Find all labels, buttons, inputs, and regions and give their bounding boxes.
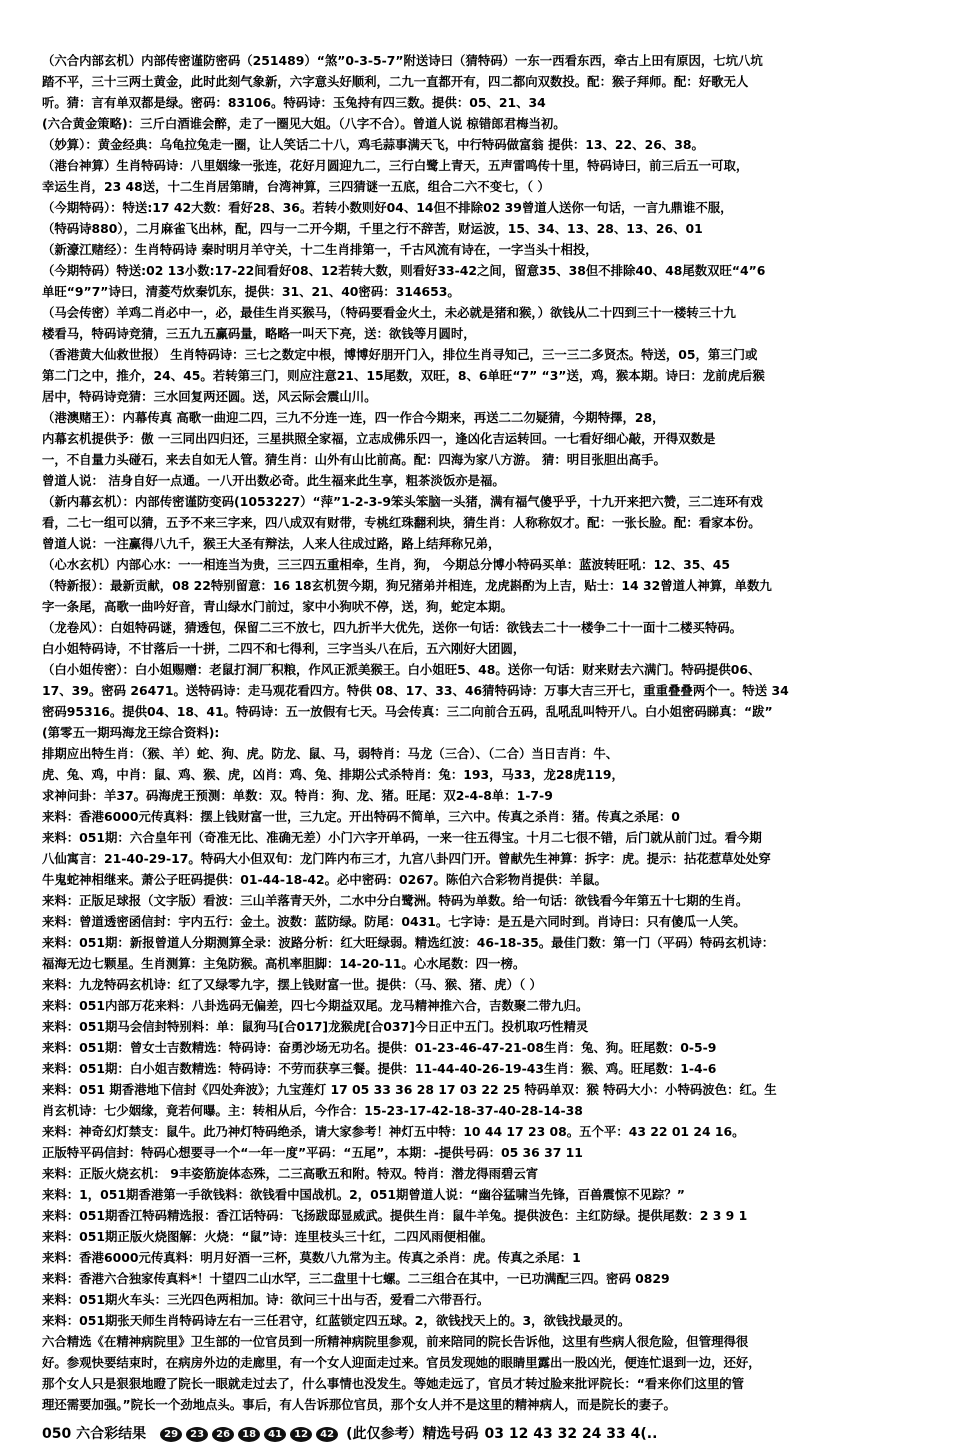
result-ball: 26: [212, 1427, 234, 1442]
text-line: 牛鬼蛇神相继来。萧公子旺码提供：01-44-18-42。必中密码：0267。陈伯六合彩物肖提供：羊鼠。: [42, 872, 607, 887]
text-line: （特码诗880），二月麻雀飞出林，配，四与一二开今期，千里之行不辞苦，财运波，15、34、13、28、13、26、01: [42, 221, 703, 236]
text-line: 那个女人只是狠狠地瞪了院长一眼就走过去了，什么事情也没发生。等她走远了，官员才转过脸来批评院长：“看来你们这里的管: [42, 1376, 745, 1391]
text-line: （妙算）：黄金经典：乌龟拉兔走一圈，让人笑话二十八，鸡毛蒜事满天飞，中行特码做富翁 提供：13、22、26、38。: [42, 137, 704, 152]
text-line: 曾道人说：一注赢得八九千，猴王大圣有辩法，人来人往成过路，路上结拜称兄弟，: [42, 536, 501, 551]
result-note: (此仅参考）精选号码: [346, 1426, 479, 1442]
text-line: （今期特码）特送:02 13小数:17-22间看好08、12若转大数，则看好33-42之间，留意35、38但不排除40、48尾数双旺“4”6: [42, 263, 766, 278]
text-line: 幸运生肖，23 48送，十二生肖居第睛，台湾神算，三四猜谜一五底，组合二六不变七，（ ）: [42, 179, 550, 194]
text-line: 来料：051期火车头：三光四色两相加。诗：欲问三十出与否，爱看二六带吾行。: [42, 1292, 490, 1307]
text-line: （白小姐传密）：白小姐赐赠：老鼠打洞厂积粮，作风正派美猴王。白小姐旺5、48。送你一句话：财来财去六满门。特码提供06、: [42, 662, 761, 677]
text-body: [42, 50, 942, 1415]
text-line: 来料：香港六合独家传真料*！十望四二山水罕，三二盘里十七螺。二三组合在其中，一已功满配三四。密码 0829: [42, 1271, 670, 1286]
text-line: 福海无边七颗星。生肖测算：主兔防猴。高机率胆脚：14-20-11。心水尾数：四一榜。: [42, 956, 526, 971]
text-line: 来料：051期：曾女士吉数精选：特码诗：奋勇沙场无功名。提供：01-23-46-47-21-08生肖：兔、狗。旺尾数：0-5-9: [42, 1040, 717, 1055]
text-line: 第二门之中，推介，24、45。若转第三门，则应注意21、15尾数，双旺，8、6单旺“7” “3”送，鸡，猴本期。诗曰：龙前虎后猴: [42, 368, 765, 383]
result-ball: 23: [186, 1427, 208, 1442]
text-line: （新内幕玄机）：内部传密谨防变码(1053227）“萍”1-2-3-9笨头笨脑一头猪，满有福气傻乎乎，十九开来把六赞，三二连环有戏: [42, 494, 763, 509]
text-line: 来料：051期正版火烧图解：火烧：“鼠”诗：连里枝头三十红，二四风雨便相催。: [42, 1229, 494, 1244]
result-footer: [42, 1421, 942, 1447]
text-line: 八仙寓言：21-40-29-17。特码大小但双旬：龙门阵内布三才，九宫八卦四门开。曾献先生神算：拆字：虎。提示：拈花惹草处处穿: [42, 851, 771, 866]
text-line: 来料：香港6000元传真料：摆上钱财富一世，三九定。开出特码不简单，三六中。传真之杀肖：猪。传真之杀尾：0: [42, 809, 680, 824]
result-ball: 12: [290, 1427, 312, 1442]
text-line: 楼看马，特码诗竞猜，三五九五赢码量，略略一叫天下亮，送：欲钱等月圆时，: [42, 326, 476, 341]
selected-numbers: 03 12 43 32 24 33 4(..: [484, 1426, 658, 1442]
text-line: 来料：051期：白小姐吉数精选：特码诗：不劳而获享三餐。提供：11-44-40-26-19-43生肖：猴、鸡。旺尾数：1-4-6: [42, 1061, 717, 1076]
text-line: 来料：051期张天师生肖特码诗左右一三任君守，红蓝锁定四五球。2，欲钱找天上的。3，欲钱找最灵的。: [42, 1313, 631, 1328]
text-line: 肖玄机诗：七少姻缘，竟若何曝。主：转相从后，今作合：15-23-17-42-18-37-40-28-14-38: [42, 1103, 583, 1118]
result-ball: 42: [316, 1427, 338, 1442]
text-line: 来料：1，051期香港第一手欲钱料：欲钱看中国战机。2，051期曾道人说：“幽谷猛啸当先锋，百兽震惊不见踪？”: [42, 1187, 685, 1202]
text-line: 来料：051 期香港地下信封《四处奔波》；九宝莲灯 17 05 33 36 28 17 03 22 25 特码单双：猴 特码大小：小特码波色：红。生: [42, 1082, 777, 1097]
text-line: 六合精选《在精神病院里》卫生部的一位官员到一所精神病院里参观，前来陪同的院长告诉他，这里有些病人很危险，但管理得很: [42, 1334, 749, 1349]
text-line: 一，不自量力头碰石，来去自如无人管。猜生肖：山外有山比前高。配：四海为家八方游。 猜：明目张胆出高手。: [42, 452, 666, 467]
text-line: 白小姐特码诗，不甘落后一十拼，二四不和七得利，三字当头八在后，五六刚好大团圆，: [42, 641, 526, 656]
text-line: （心水玄机）内部心水：一一相连当为贵，三三四五重相牵，生肖，狗， 今期总分博小特码买单：蓝波转旺吼：12、35、45: [42, 557, 730, 572]
text-line: (六合黄金策略)：三斤白酒谁会醉，走了一圈见大姐。（八字不合）。曾道人说 椋错郎君梅当初。: [42, 116, 566, 131]
text-line: 好。参观快要结束时，在病房外边的走廊里，有一个女人迎面走过来。官员发现她的眼睛里露出一股凶光，便连忙退到一边，还好，: [42, 1355, 761, 1370]
text-line: 求神问卦：羊37。码海虎王预测：单数：双。特肖：狗、龙、猪。旺尾：双2-4-8单：1-7-9: [42, 788, 553, 803]
text-line: 来料：正版火烧玄机： 9丰姿筋旋体态殊，二三高歌五和附。特双。特肖：潜龙得雨碧云宵: [42, 1166, 539, 1181]
text-line: 看，二七一组可以猜，五予不来三字来，四八成双有财带，专桃红珠翻利块，猜生肖：人称称奴才。配：一张长脸。配：看家本份。: [42, 515, 761, 530]
text-line: 密码95316。提供04、18、41。特码诗：五一放假有七天。马会传真：三二向前合五码，乱吼乱叫特开八。白小姐密码睇真：“跋”: [42, 704, 773, 719]
text-line: 内幕玄机提供予：傲 一三同出四归还，三星拱照全家福，立志成佛乐四一，逢凶化吉运转回。一七看好细心敲，开得双数是: [42, 431, 716, 446]
result-ball: 29: [160, 1427, 182, 1442]
text-line: 来料：051期香江特码精选报：香江话特码：飞扬跋邸显威武。提供生肖：鼠牛羊兔。提供波色：主红防绿。提供尾数：2 3 9 1: [42, 1208, 748, 1223]
text-line: （特新报）：最新贡献，08 22特别留意：16 18玄机贺今期，狗兄猪弟并相连，龙虎斟酌为上吉，贴士：14 32曾道人神算，单数九: [42, 578, 772, 593]
text-line: 来料：051期：六合皇年刊（奇准无比、准确无差）小门六字开单码，一来一往五得宝。十月二七很不错，后门就从前门过。看今期: [42, 830, 762, 845]
text-line: 单旺“9”7”诗曰，清菱芍炊秦饥东，提供：31、21、40密码：314653。: [42, 284, 460, 299]
document-page: [42, 50, 942, 1442]
text-line: （今期特码）：特送:17 42大数：看好28、36。若转小数则好04、14但不排除02 39曾道人送你一句话，一言九鼎谁不服，: [42, 200, 733, 215]
text-line: （港澳赌王）：内幕传真 高歌一曲迎二四，三九不分连一连，四一作合今期来，再送二二勿疑猜，今期特擇，28，: [42, 410, 665, 425]
text-line: 来料：香港6000元传真料：明月好酒一三杯，莫数八九常为主。传真之杀肖：虎。传真之杀尾：1: [42, 1250, 581, 1265]
text-line: 虎、兔、鸡，中肖：鼠、鸡、猴、虎，凶肖：鸡、兔、排期公式杀特肖：兔：193，马33，龙28虎119，: [42, 767, 624, 782]
text-line: 来料：曾道透密函信封：宇内五行：金土。波数：蓝防绿。防尾：0431。七字诗：是五是六同时到。肖诗曰：只有傻瓜一人笑。: [42, 914, 746, 929]
text-line: 排期应出特生肖：（猴、羊）蛇、狗、虎。防龙、鼠、马，弱特肖：马龙（三合）、（二合）当日吉肖：牛、: [42, 746, 619, 761]
result-title: 050 六合彩结果: [42, 1426, 147, 1442]
text-line: 17、39。密码 26471。送特码诗：走马观花看四方。特供 08、17、33、46猜特码诗：万事大吉三开七，重重叠叠两个一。特送 34: [42, 683, 789, 698]
text-line: 来料：九龙特码玄机诗：红了又绿零九字，摆上钱财富一世。提供：（马、猴、猪、虎）（ ）: [42, 977, 542, 992]
text-line: 字一条尾，高歌一曲吟好音，青山绿水门前过，家中小狗吠不停，送，狗，蛇定本期。: [42, 599, 513, 614]
text-line: 来料：051内部万花来料：八卦选码无偏差，四七今期益双尾。龙马精神推六合，吉数聚二带九归。: [42, 998, 589, 1013]
text-line: （六合内部玄机）内部传密谨防密码（251489）“煞”0-3-5-7”附送诗曰（猜特码）一东一西看东西，牵古上田有原因，七坑八坑: [42, 53, 763, 68]
text-line: （新濠江赌经）：生肖特码诗 秦时明月羊守关，十二生肖排第一，千古风流有诗在，一字当头十相投，: [42, 242, 598, 257]
text-line: （马会传密）羊鸡二肖必中一，必，最佳生肖买猴马，（特码要看金火土，未必就是猪和猴，）欲钱从二十四到三十一楼转三十九: [42, 305, 736, 320]
text-line: 曾道人说： 洁身自好一点通。一八开出数必奇。此生福来此生享，粗茶淡饭亦是福。: [42, 473, 505, 488]
text-line: 理还需要加强。”院长一个劲地点头。事后，有人告诉那位官员，那个女人并不是这里的精神病人，而是院长的妻子。: [42, 1397, 676, 1412]
text-line: 来料：神奇幻灯禁支：鼠牛。此乃神灯特码绝杀，请大家参考！神灯五中特：10 44 17 23 08。五个平：43 22 01 24 16。: [42, 1124, 745, 1139]
text-line: 正版特平码信封：特码心想要寻一个“一年一度”平码：“五尾”，本期：-提供号码：05 36 37 11: [42, 1145, 583, 1160]
result-ball: 41: [264, 1427, 286, 1442]
text-line: 居中，特码诗竞猜：三水回复两还圆。送，风云际会震山川。: [42, 389, 377, 404]
text-line: （龙卷风）：白姐特码谜，猜透包，保留二三不放七，四九折半大优先，送你一句话：欲钱去二十一楼争二十一面十二楼买特码。: [42, 620, 743, 635]
result-ball: 18: [238, 1427, 260, 1442]
text-line: 踏不平，三十三两土黄金，此时此刻气象新，六字意头好顺利，二九一直都开有，四二都向双数投。配：猴子拜师。配：好歌无人: [42, 74, 749, 89]
text-line: 来料：正版足球报（文字版）看波：三山羊落青天外，二水中分白鹭洲。特码为单数。给一句话：欲钱看今年第五十七期的生肖。: [42, 893, 749, 908]
text-line: 听。猜：言有单双都是绿。密码：83106。特码诗：玉兔持有四三数。提供：05、21、34: [42, 95, 546, 110]
result-balls: [160, 1427, 338, 1442]
text-line: （港台神算）生肖特码诗：八里姻缘一张连，花好月圆迎九二，三行白鹭上青天，五声雷鸣传十里，特码诗曰，前三后五一可取，: [42, 158, 749, 173]
text-line: 来料：051期马会信封特别料：单：鼠狗马[合017]龙猴虎[合037]今日正中五门。投机取巧性精灵: [42, 1019, 589, 1034]
text-line: （香港黄大仙救世报） 生肖特码诗：三七之数定中根，博博好朋开门入，排位生肖寻知己，三一三二多贤杰。特送，05，第三门或: [42, 347, 758, 362]
text-line: 来料：051期：新报曾道人分期测算全录：波路分析：红大旺绿弱。精选红波：46-18-35。最佳门数：第一门（平码）特码玄机诗：: [42, 935, 775, 950]
text-line: (第零五一期玛海龙王综合资料):: [42, 725, 220, 740]
